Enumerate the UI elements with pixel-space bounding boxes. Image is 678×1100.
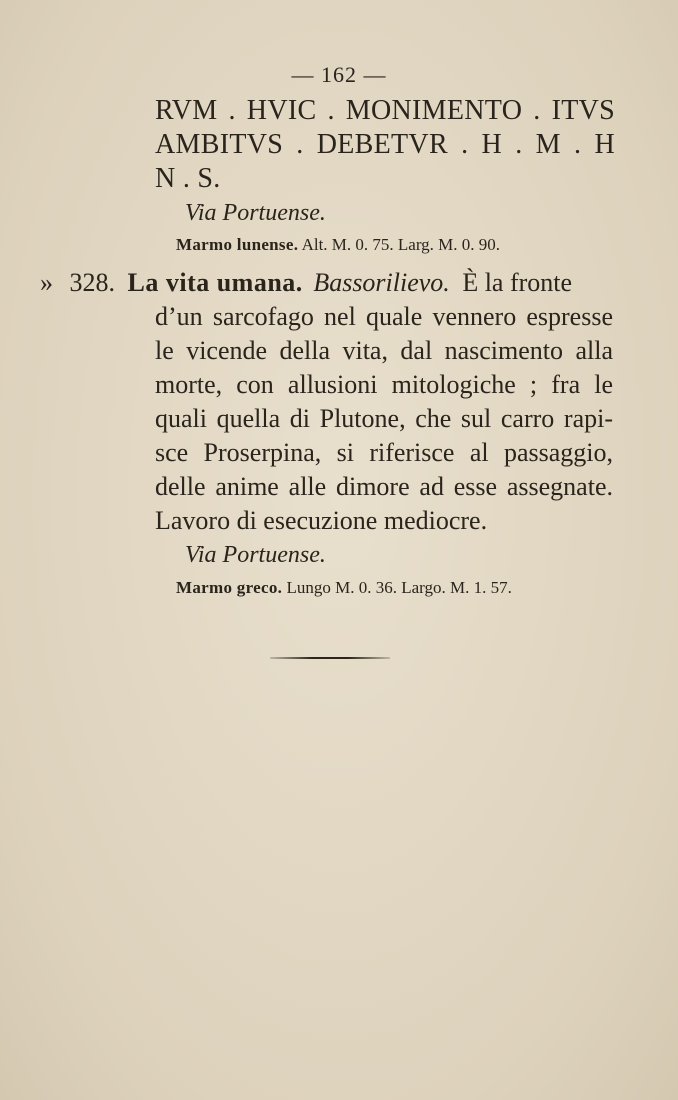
entry-text-line: quali quella di Plutone, che sul carro rapi-: [155, 404, 613, 433]
dimensions: Lungo M. 0. 36. Largo. M. 1. 57.: [286, 578, 512, 597]
inscription-line: RVM . HVIC . MONIMENTO . ITVS: [155, 95, 615, 126]
material-dimensions: [176, 234, 636, 256]
section-divider: [270, 657, 390, 659]
provenance: Via Portuense.: [185, 542, 326, 568]
entry-text-line: delle anime alle dimore ad esse assegnate.: [155, 472, 613, 501]
material-label: Marmo greco.: [176, 578, 283, 597]
entry-text-line: le vicende della vita, dal nascimento alla: [155, 336, 613, 365]
entry-heading: [40, 266, 612, 300]
entry-text-start: È la fronte: [462, 268, 573, 297]
entry-number: 328.: [69, 268, 115, 297]
entry-text-line: d’un sarcofago nel quale vennero espresse: [155, 302, 613, 331]
provenance: Via Portuense.: [185, 200, 326, 226]
entry-text-line: morte, con allusioni mitologiche ; fra le: [155, 370, 613, 399]
material-label: Marmo lunense.: [176, 235, 299, 254]
inscription-line: AMBITVS . DEBETVR . H . M . H: [155, 129, 615, 160]
entry-title: La vita umana.: [127, 268, 303, 297]
inscription: [155, 94, 615, 196]
entry-subject: Bassorilievo.: [313, 268, 450, 297]
entry-text-line: sce Proserpina, si riferisce al passaggio,: [155, 438, 613, 467]
dimensions: Alt. M. 0. 75. Larg. M. 0. 90.: [301, 235, 501, 254]
entry-mark: »: [40, 268, 53, 297]
entry-text-line: Lavoro di esecuzione mediocre.: [155, 506, 488, 535]
material-dimensions: [176, 577, 636, 599]
page-number: — 162 —: [291, 62, 387, 87]
inscription-line: N . S.: [155, 163, 221, 194]
